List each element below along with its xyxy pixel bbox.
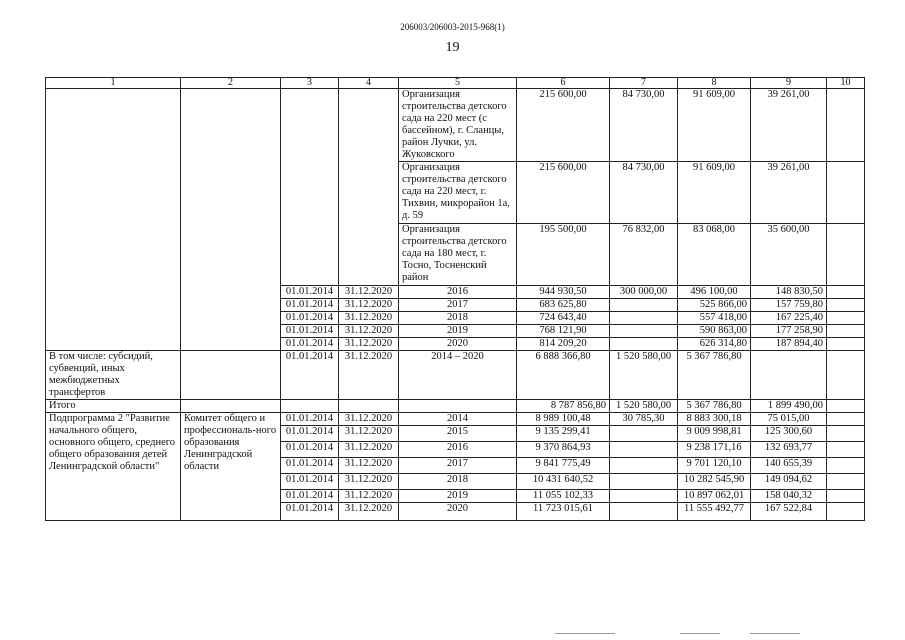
amount-cell: 8 883 300,18: [678, 413, 751, 426]
column-number: 10: [827, 78, 865, 89]
amount-cell: 132 693,77: [751, 442, 827, 458]
end-date: 31.12.2020: [339, 490, 399, 503]
object-name: Организация строительства детского сада на 180 мест, г. Тосно, Тосненский район: [399, 224, 517, 286]
year-cell: 2017: [399, 458, 517, 474]
total-row: [46, 400, 865, 413]
amount-cell: 5 367 786,80: [678, 351, 751, 400]
amount-cell: 496 100,00: [678, 286, 751, 299]
year-cell: 2017: [399, 299, 517, 312]
amount-cell: 167 522,84: [751, 503, 827, 521]
column-number-row: [46, 78, 865, 89]
amount-cell: 187 894,40: [751, 338, 827, 351]
amount-cell: 39 261,00: [751, 162, 827, 224]
amount-cell: 8 787 856,80: [517, 400, 610, 413]
empty-cell: [827, 442, 865, 458]
year-cell: 2015: [399, 426, 517, 442]
amount-cell: 76 832,00: [610, 224, 678, 286]
year-cell: 2019: [399, 490, 517, 503]
amount-cell: 91 609,00: [678, 89, 751, 162]
end-date: 31.12.2020: [339, 442, 399, 458]
amount-cell: 167 225,40: [751, 312, 827, 325]
amount-cell: 84 730,00: [610, 162, 678, 224]
amount-cell: 125 300,60: [751, 426, 827, 442]
start-date: 01.01.2014: [281, 299, 339, 312]
amount-cell: [610, 299, 678, 312]
amount-cell: 140 655,39: [751, 458, 827, 474]
amount-cell: 11 723 015,61: [517, 503, 610, 521]
empty-cell: [181, 89, 281, 351]
amount-cell: [610, 503, 678, 521]
end-date: 31.12.2020: [339, 299, 399, 312]
amount-cell: 1 899 490,00: [751, 400, 827, 413]
amount-cell: 177 258,90: [751, 325, 827, 338]
year-cell: 2016: [399, 286, 517, 299]
year-cell: 2020: [399, 338, 517, 351]
start-date: 01.01.2014: [281, 474, 339, 490]
amount-cell: 9 841 775,49: [517, 458, 610, 474]
amount-cell: 768 121,90: [517, 325, 610, 338]
amount-cell: 5 367 786,80: [678, 400, 751, 413]
empty-cell: [181, 400, 281, 413]
empty-cell: [827, 400, 865, 413]
amount-cell: 11 055 102,33: [517, 490, 610, 503]
object-name: Организация строительства детского сада на 220 мест, г. Тихвин, микрорайон 1а, д. 59: [399, 162, 517, 224]
amount-cell: [610, 312, 678, 325]
end-date: 31.12.2020: [339, 286, 399, 299]
amount-cell: 724 643,40: [517, 312, 610, 325]
object-name: Организация строительства детского сада на 220 мест (с бассейном), г. Сланцы, район Лучки, ул. Жуковского: [399, 89, 517, 162]
amount-cell: [610, 325, 678, 338]
amount-cell: 157 759,80: [751, 299, 827, 312]
empty-cell: [46, 89, 181, 351]
amount-cell: 10 282 545,90: [678, 474, 751, 490]
year-cell: 2016: [399, 442, 517, 458]
amount-cell: [610, 474, 678, 490]
empty-cell: [399, 400, 517, 413]
end-date: 31.12.2020: [339, 312, 399, 325]
end-date: 31.12.2020: [339, 413, 399, 426]
amount-cell: 814 209,20: [517, 338, 610, 351]
amount-cell: 9 701 120,10: [678, 458, 751, 474]
amount-cell: 9 135 299,41: [517, 426, 610, 442]
empty-cell: [827, 426, 865, 442]
start-date: 01.01.2014: [281, 426, 339, 442]
amount-cell: 11 555 492,77: [678, 503, 751, 521]
empty-cell: [827, 474, 865, 490]
amount-cell: [610, 426, 678, 442]
amount-cell: [610, 458, 678, 474]
amount-cell: 148 830,50: [751, 286, 827, 299]
amount-cell: 9 238 171,16: [678, 442, 751, 458]
subprogram-name: Подпрограмма 2 "Развитие начального общего, основного общего, среднего общего образования детей Ленинградской области": [46, 413, 181, 521]
amount-cell: 9 009 998,81: [678, 426, 751, 442]
end-date: 31.12.2020: [339, 426, 399, 442]
amount-cell: [751, 351, 827, 400]
scan-artifact-line: [555, 633, 615, 634]
amount-cell: 1 520 580,00: [610, 400, 678, 413]
amount-cell: 944 930,50: [517, 286, 610, 299]
document-id: 206003/206003-2015-968(1): [400, 22, 505, 32]
amount-cell: 91 609,00: [678, 162, 751, 224]
period-cell: 2014 – 2020: [399, 351, 517, 400]
column-number: 9: [751, 78, 827, 89]
amount-cell: 525 866,00: [678, 299, 751, 312]
subsidy-label: В том числе: субсидий, субвенций, иных межбюджетных трансфертов: [46, 351, 181, 400]
end-date: 31.12.2020: [339, 503, 399, 521]
empty-cell: [181, 351, 281, 400]
subprogram-row: [46, 413, 865, 426]
empty-cell: [827, 162, 865, 224]
empty-cell: [827, 490, 865, 503]
amount-cell: 158 040,32: [751, 490, 827, 503]
amount-cell: 10 431 640,52: [517, 474, 610, 490]
amount-cell: 75 015,00: [751, 413, 827, 426]
year-cell: 2014: [399, 413, 517, 426]
year-cell: 2018: [399, 474, 517, 490]
program-budget-table: [45, 77, 865, 521]
page-number: 19: [445, 40, 460, 55]
amount-cell: [610, 442, 678, 458]
amount-cell: 215 600,00: [517, 89, 610, 162]
amount-cell: 8 989 100,48: [517, 413, 610, 426]
amount-cell: 6 888 366,80: [517, 351, 610, 400]
amount-cell: 35 600,00: [751, 224, 827, 286]
amount-cell: 39 261,00: [751, 89, 827, 162]
end-date: 31.12.2020: [339, 458, 399, 474]
empty-cell: [827, 503, 865, 521]
empty-cell: [827, 351, 865, 400]
amount-cell: [610, 490, 678, 503]
empty-cell: [827, 299, 865, 312]
start-date: 01.01.2014: [281, 458, 339, 474]
empty-cell: [827, 286, 865, 299]
object-row: [46, 89, 865, 162]
subprogram-executor: Комитет общего и профессиональ-ного образования Ленинградской области: [181, 413, 281, 521]
empty-cell: [827, 413, 865, 426]
start-date: 01.01.2014: [281, 503, 339, 521]
total-label: Итого: [46, 400, 181, 413]
amount-cell: 149 094,62: [751, 474, 827, 490]
amount-cell: 626 314,80: [678, 338, 751, 351]
end-date: 31.12.2020: [339, 474, 399, 490]
empty-cell: [827, 224, 865, 286]
year-cell: 2019: [399, 325, 517, 338]
start-date: 01.01.2014: [281, 351, 339, 400]
start-date: 01.01.2014: [281, 413, 339, 426]
year-cell: 2018: [399, 312, 517, 325]
year-cell: 2020: [399, 503, 517, 521]
amount-cell: 590 863,00: [678, 325, 751, 338]
empty-cell: [827, 325, 865, 338]
empty-cell: [281, 400, 339, 413]
amount-cell: 683 625,80: [517, 299, 610, 312]
amount-cell: 83 068,00: [678, 224, 751, 286]
column-number: 4: [339, 78, 399, 89]
empty-cell: [339, 400, 399, 413]
amount-cell: 10 897 062,01: [678, 490, 751, 503]
empty-cell: [827, 338, 865, 351]
end-date: 31.12.2020: [339, 351, 399, 400]
empty-cell: [827, 89, 865, 162]
amount-cell: 9 370 864,93: [517, 442, 610, 458]
empty-cell: [339, 89, 399, 286]
column-number: 2: [181, 78, 281, 89]
amount-cell: 215 600,00: [517, 162, 610, 224]
amount-cell: 84 730,00: [610, 89, 678, 162]
empty-cell: [281, 89, 339, 286]
end-date: 31.12.2020: [339, 338, 399, 351]
scan-artifact-line: [680, 633, 720, 634]
start-date: 01.01.2014: [281, 490, 339, 503]
column-number: 6: [517, 78, 610, 89]
column-number: 1: [46, 78, 181, 89]
column-number: 7: [610, 78, 678, 89]
amount-cell: [610, 338, 678, 351]
column-number: 5: [399, 78, 517, 89]
amount-cell: 300 000,00: [610, 286, 678, 299]
empty-cell: [827, 458, 865, 474]
start-date: 01.01.2014: [281, 325, 339, 338]
empty-cell: [827, 312, 865, 325]
start-date: 01.01.2014: [281, 442, 339, 458]
column-number: 3: [281, 78, 339, 89]
end-date: 31.12.2020: [339, 325, 399, 338]
scan-artifact-line: [750, 633, 800, 634]
amount-cell: 557 418,00: [678, 312, 751, 325]
amount-cell: 30 785,30: [610, 413, 678, 426]
start-date: 01.01.2014: [281, 286, 339, 299]
amount-cell: 1 520 580,00: [610, 351, 678, 400]
column-number: 8: [678, 78, 751, 89]
subsidy-row: [46, 351, 865, 400]
amount-cell: 195 500,00: [517, 224, 610, 286]
start-date: 01.01.2014: [281, 312, 339, 325]
start-date: 01.01.2014: [281, 338, 339, 351]
